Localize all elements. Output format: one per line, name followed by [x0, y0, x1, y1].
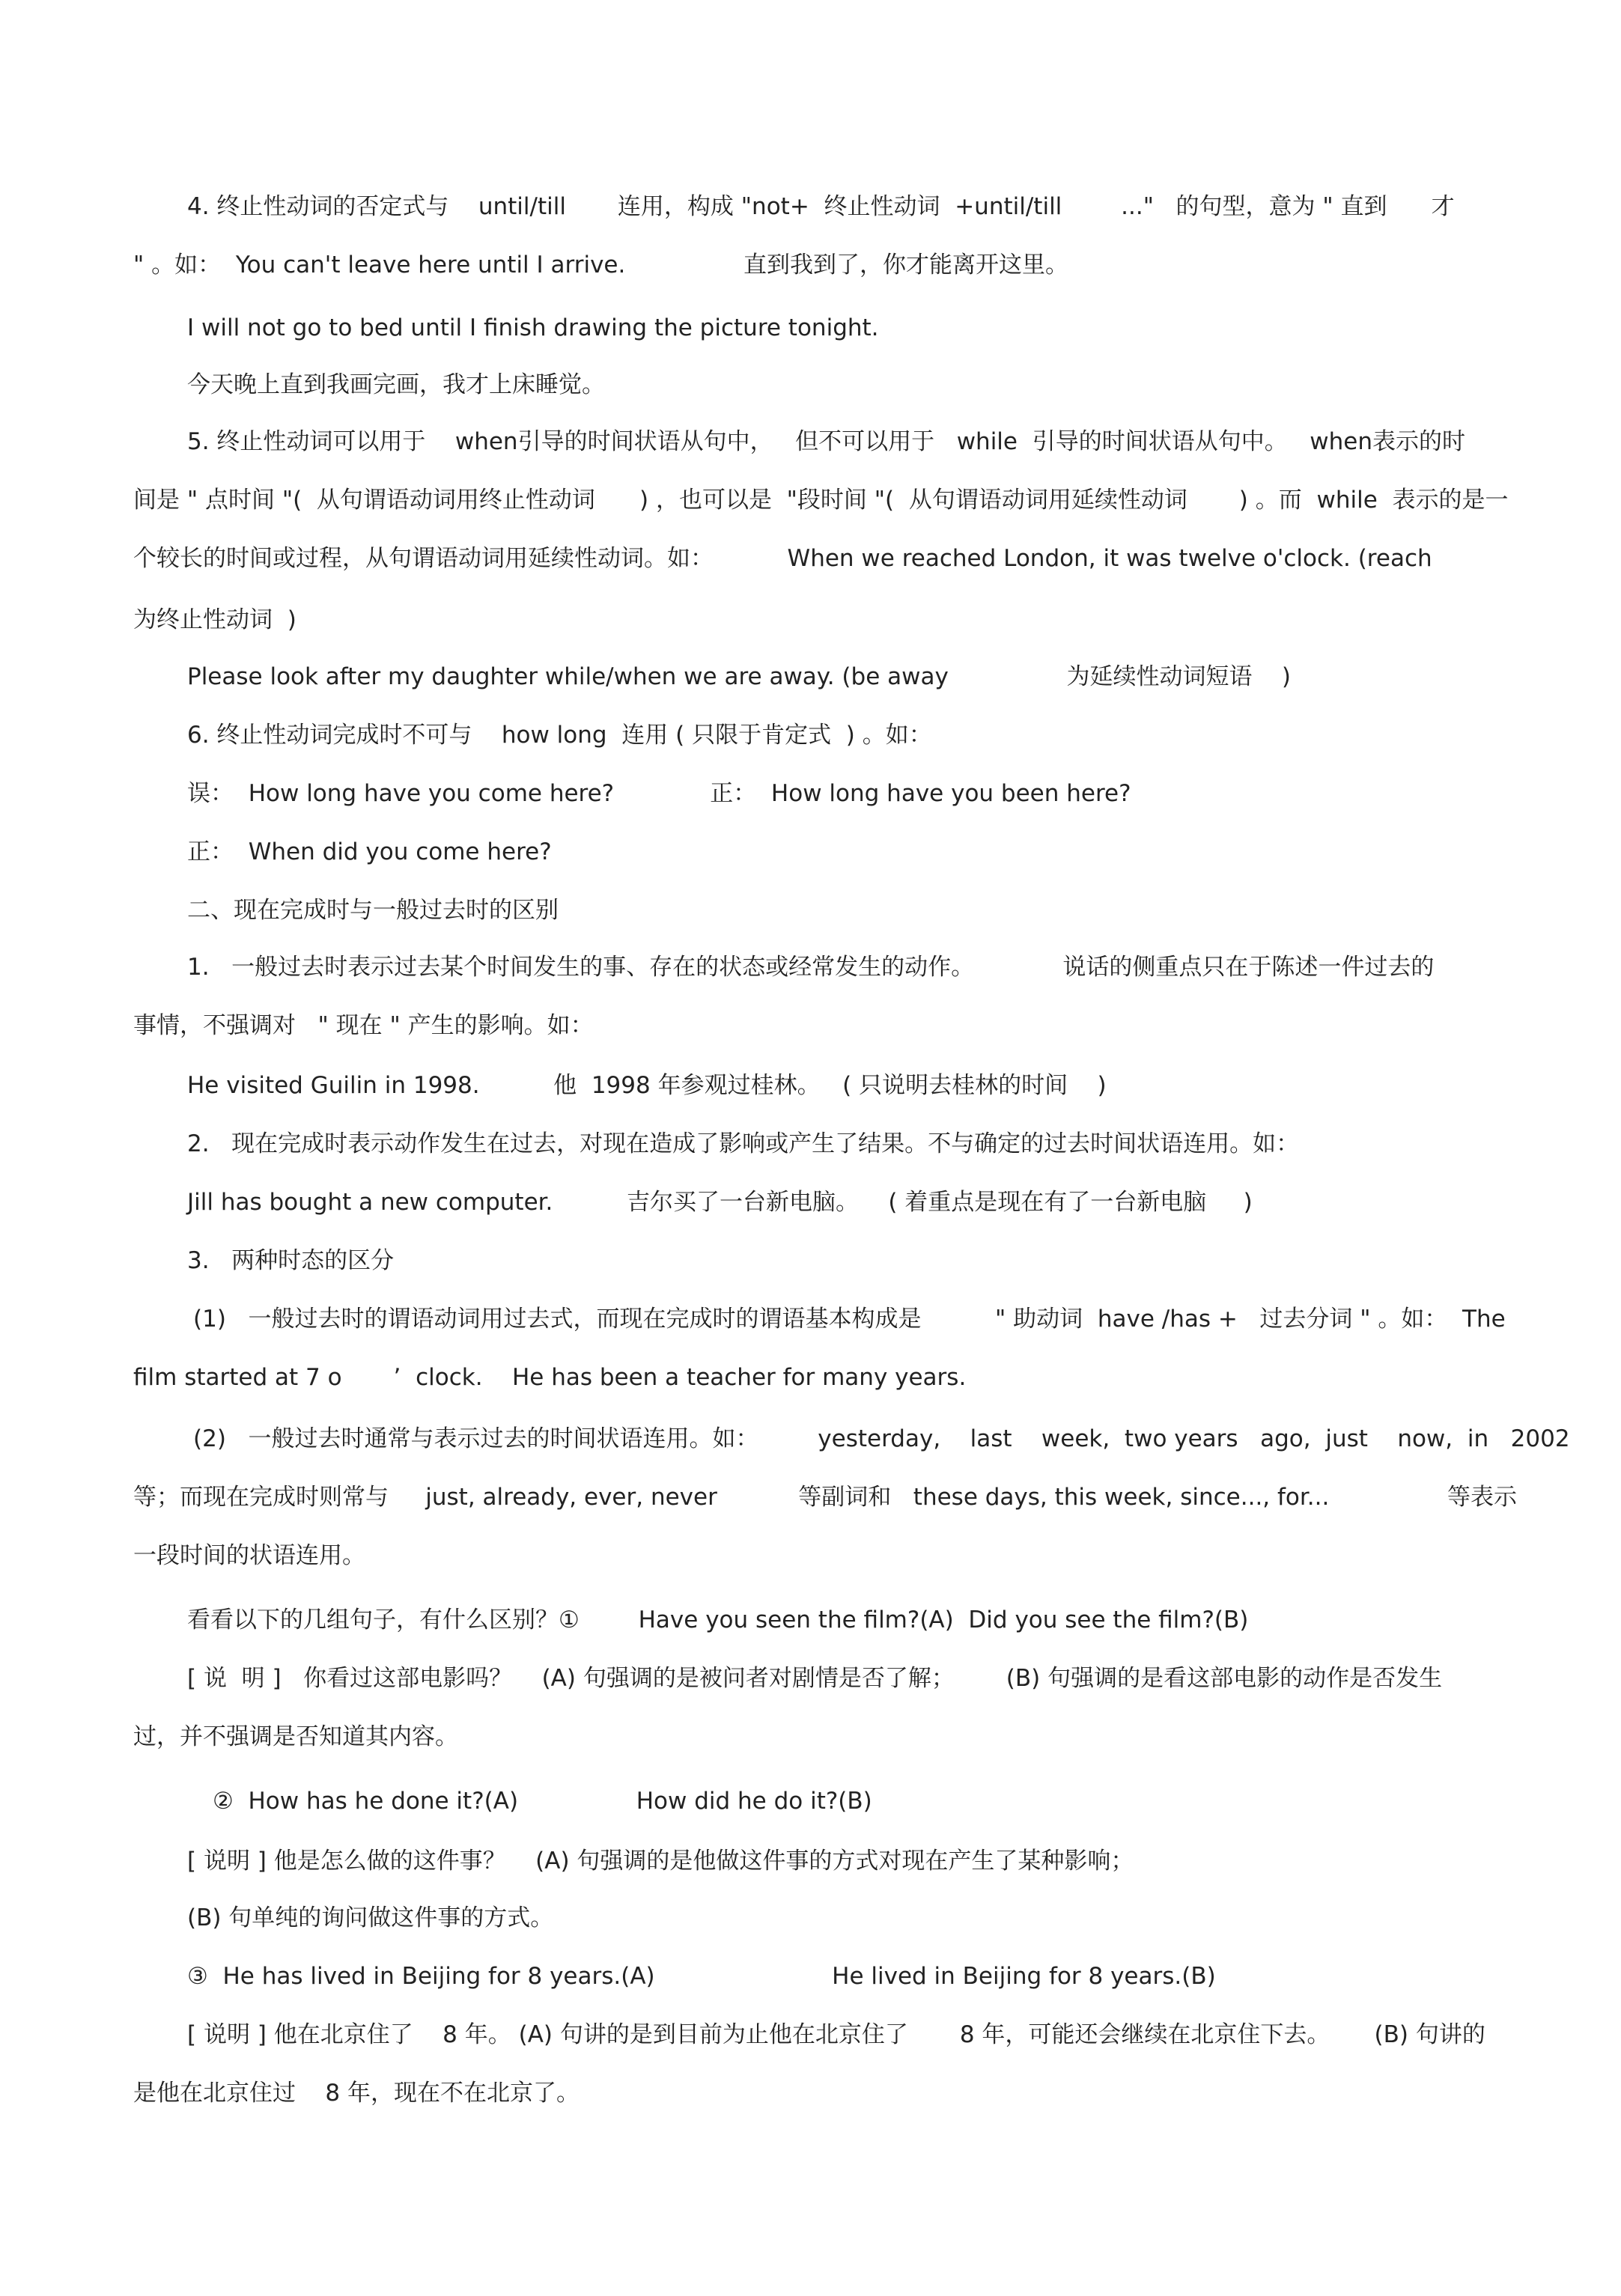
text-line: 正： When did you come here?: [187, 838, 552, 865]
text-line: [ 说明 ] 他在北京住了 8 年。 (A) 句讲的是到目前为止他在北京住了 8 年，可能还会继续在北京住下去。 (B) 句讲的: [187, 2021, 1485, 2048]
text-line: Jill has bought a new computer. 吉尔买了一台新电脑。 ( 着重点是现在有了一台新电脑 ): [187, 1189, 1253, 1216]
text-line: 6. 终止性动词完成时不可与 how long 连用 ( 只限于肯定式 ) 。如：: [187, 722, 932, 749]
text-line: He visited Guilin in 1998. 他 1998 年参观过桂林。 ( 只说明去桂林的时间 ): [187, 1072, 1107, 1099]
text-line: Please look after my daughter while/when we are away. (be away 为延续性动词短语 ): [187, 663, 1291, 690]
text-line: 今天晚上直到我画完画，我才上床睡觉。: [187, 371, 605, 398]
text-line: film started at 7 o ’ clock. He has been a teacher for many years.: [133, 1364, 967, 1391]
text-line: ② How has he done it?(A) How did he do it?(B): [213, 1788, 872, 1815]
text-line: 等；而现在完成时则常与 just, already, ever, never 等副词和 these days, this week, since..., for... 等表示: [133, 1484, 1518, 1511]
text-line: 一段时间的状语连用。: [133, 1542, 365, 1569]
text-line: 1. 一般过去时表示过去某个时间发生的事、存在的状态或经常发生的动作。 说话的侧重点只在于陈述一件过去的: [187, 954, 1435, 981]
text-line: 事情，不强调对 " 现在 " 产生的影响。如：: [133, 1012, 594, 1039]
text-line: (1) 一般过去时的谓语动词用过去式，而现在完成时的谓语基本构成是 " 助动词 have /has + 过去分词 " 。如： The: [193, 1306, 1506, 1333]
text-line: 3. 两种时态的区分: [187, 1247, 395, 1274]
text-line: 5. 终止性动词可以用于 when引导的时间状语从句中， 但不可以用于 while 引导的时间状语从句中。 when表示的时: [187, 428, 1465, 455]
text-line: 误： How long have you come here? 正： How long have you been here?: [187, 780, 1131, 807]
text-line: 间是 " 点时间 "( 从句谓语动词用终止性动词 ) ，也可以是 "段时间 "( 从句谓语动词用延续性动词 ) 。而 while 表示的是一: [133, 487, 1509, 514]
text-line: I will not go to bed until I finish drawing the picture tonight.: [187, 314, 879, 341]
text-line: 为终止性动词 ): [133, 606, 296, 633]
text-line: 是他在北京住过 8 年，现在不在北京了。: [133, 2080, 580, 2107]
text-line: 看看以下的几组句子，有什么区别？① Have you seen the film?(A) Did you see the film?(B): [187, 1607, 1249, 1633]
text-line: " 。如： You can't leave here until I arrive. 直到我到了，你才能离开这里。: [133, 252, 1069, 278]
section-heading: 二、现在完成时与一般过去时的区别: [187, 897, 559, 924]
text-line: (2) 一般过去时通常与表示过去的时间状语连用。如： yesterday, last week, two years ago, just now, in 2002: [193, 1425, 1570, 1452]
text-line: 过，并不强调是否知道其内容。: [133, 1723, 458, 1750]
text-line: [ 说明 ] 他是怎么做的这件事？ (A) 句强调的是他做这件事的方式对现在产生了某种影响；: [187, 1848, 1134, 1875]
text-line: [ 说 明 ] 你看过这部电影吗？ (A) 句强调的是被问者对剧情是否了解； (B) 句强调的是看这部电影的动作是否发生: [187, 1665, 1443, 1692]
text-line: 个较长的时间或过程，从句谓语动词用延续性动词。如： When we reached London, it was twelve o'clock. (reach: [133, 545, 1432, 572]
text-line: ③ He has lived in Beijing for 8 years.(A) He lived in Beijing for 8 years.(B): [187, 1963, 1216, 1990]
text-line: (B) 句单纯的询问做这件事的方式。: [187, 1904, 554, 1931]
text-line: 2. 现在完成时表示动作发生在过去，对现在造成了影响或产生了结果。不与确定的过去时间状语连用。如：: [187, 1130, 1300, 1157]
text-line: 4. 终止性动词的否定式与 until/till 连用，构成 "not+ 终止性动词 +until/till ..." 的句型，意为 " 直到 才: [187, 193, 1455, 220]
